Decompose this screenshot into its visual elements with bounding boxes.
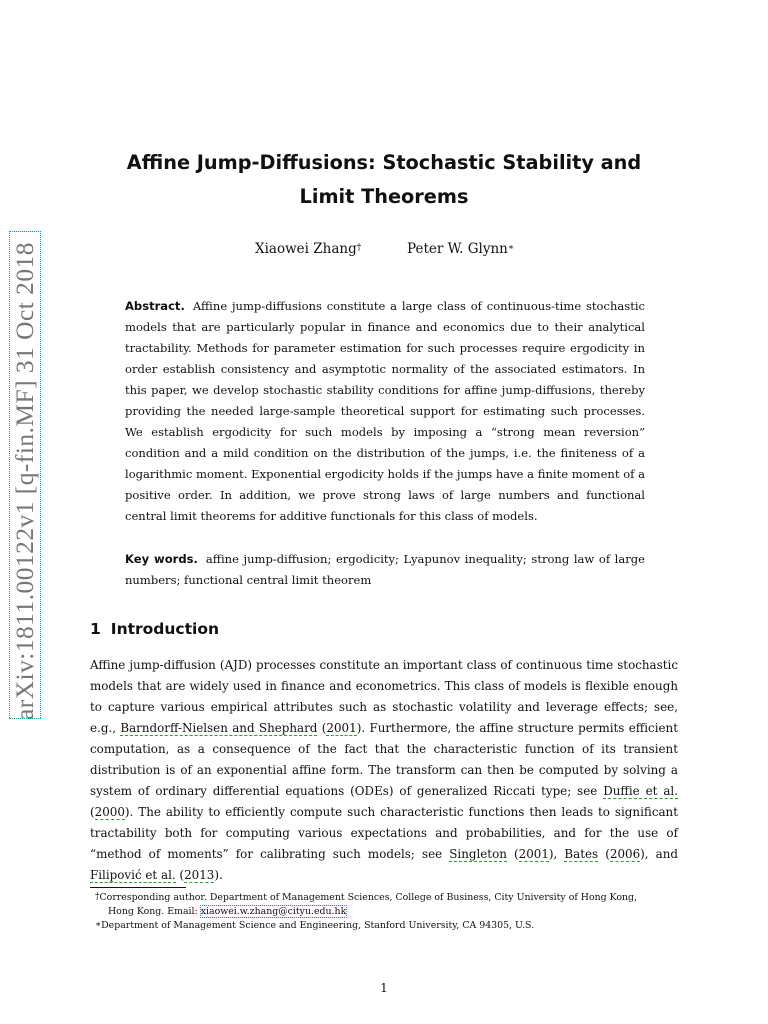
author-glynn <box>407 238 514 260</box>
author-name: Peter W. Glynn <box>407 241 508 257</box>
author-footnote-mark[interactable]: † <box>356 243 362 253</box>
intro-text-run: ( <box>175 868 185 882</box>
intro-text-run: ). The ability to efficiently compute such characteristic functions then leads to significant tractability both for computing various expectations and probabilities, and for the use of “method of moments” for calibrating such models; see <box>90 805 678 861</box>
keywords <box>125 549 645 591</box>
abstract <box>125 296 645 527</box>
author-name: Xiaowei Zhang <box>255 241 357 257</box>
intro-text-run: ( <box>598 847 610 861</box>
footnote-text: Department of Management Science and Engineering, Stanford University, CA 94305, U.S. <box>101 920 535 931</box>
author-footnote-mark[interactable]: ∗ <box>507 243 514 253</box>
intro-text-run: ), and <box>640 847 679 861</box>
footnote-divider <box>90 887 186 888</box>
footnote-text: Corresponding author. Department of Management Sciences, College of Business, City University of Hong Kong, <box>99 892 638 903</box>
intro-text-run: ( <box>90 805 95 819</box>
author-list <box>0 238 768 260</box>
citation-link[interactable]: Filipović et al. <box>90 868 176 882</box>
footnote-continuation <box>95 905 680 919</box>
footnote-mark: ∗ <box>95 920 102 930</box>
intro-text-run: ), <box>548 847 565 861</box>
footnote-mark: † <box>95 892 100 902</box>
footnote-corresponding-author <box>95 891 680 919</box>
citation-year-link[interactable]: 2006 <box>609 847 641 861</box>
abstract-label: Abstract. <box>125 299 185 313</box>
intro-text-run: ( <box>506 847 519 861</box>
section-number: 1 <box>90 620 101 638</box>
footnote-affiliation <box>95 919 680 933</box>
citation-link[interactable]: Singleton <box>449 847 507 861</box>
keywords-label: Key words. <box>125 552 198 566</box>
intro-text-run: ). Furthermore, the affine structure permits efficient computation, as a consequence of the fact that the characteristic function of its transient distribution is of an exponential affine form. The transform can then be computed by solving a system of ordinary differential equations (ODEs) of generalized Riccati type; see <box>90 721 678 798</box>
citation-year-link[interactable]: 2001 <box>326 721 357 735</box>
abstract-text: Affine jump-diffusions constitute a large class of continuous-time stochastic models that are particularly popular in finance and economics due to their analytical tractability. Methods for parameter estimation for such processes require ergodicity in order establish consistency and asymptotic normality of the associated estimators. In this paper, we develop stochastic stability conditions for affine jump-diffusions, thereby providing the needed large-sample theoretical support for estimating such processes. We establish ergodicity for such models by imposing a “strong mean reversion” condition and a mild condition on the distribution of the jumps, i.e. the finiteness of a logarithmic moment. Exponential ergodicity holds if the jumps have a finite moment of a positive order. In addition, we prove strong laws of large numbers and functional central limit theorems for additive functionals for this class of models. <box>125 299 645 523</box>
citation-link[interactable]: Bates <box>564 847 599 861</box>
citation-year-link[interactable]: 2000 <box>94 805 125 819</box>
page-number: 1 <box>380 981 388 995</box>
paper-title: Affine Jump-Diffusions: Stochastic Stability and Limit Theorems <box>126 151 642 208</box>
citation-link[interactable]: Duffie et al. <box>603 784 678 798</box>
intro-text-run: Affine jump-diffusion (AJD) processes constitute an important class of continuous time stochastic models that are widely used in finance and econometrics. This class of models is flexible enough to capture various empirical attributes such as stochastic volatility and leverage effects; see, e.g., <box>90 658 678 735</box>
citation-link[interactable]: Barndorff-Nielsen and Shephard <box>120 721 318 735</box>
keywords-text: affine jump-diffusion; ergodicity; Lyapunov inequality; strong law of large numbers; functional central limit theorem <box>125 552 645 587</box>
email-link[interactable]: xiaowei.w.zhang@cityu.edu.hk <box>200 906 347 917</box>
intro-text-run: ( <box>317 721 327 735</box>
citation-year-link[interactable]: 2001 <box>518 847 549 861</box>
arxiv-identifier-stamp[interactable]: arXiv:1811.00122v1 [q-fin.MF] 31 Oct 2018 <box>8 230 42 720</box>
citation-year-link[interactable]: 2013 <box>184 868 215 882</box>
section-title: Introduction <box>110 620 220 638</box>
footnote-text: Hong Kong. Email: <box>108 906 201 917</box>
intro-text-run: ). <box>214 868 223 882</box>
author-zhang <box>255 238 361 260</box>
introduction-paragraph <box>90 655 678 886</box>
section-heading-introduction <box>90 618 219 640</box>
